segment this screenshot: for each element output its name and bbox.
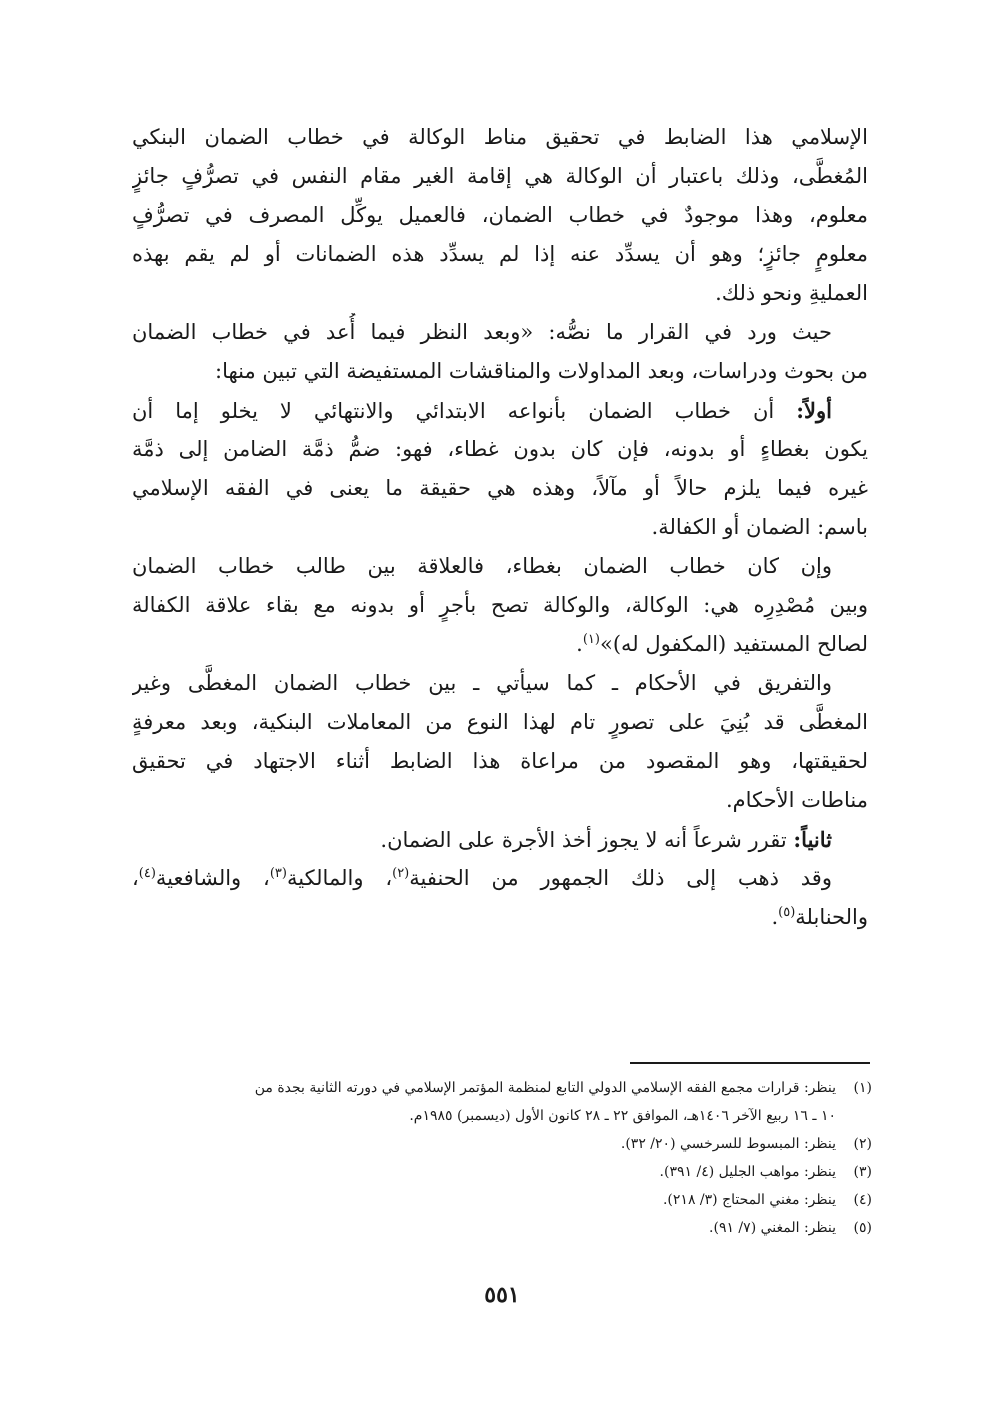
body-line: والتفريق في الأحكام ـ كما سيأتي ـ بين خطاب الضمان المغطَّى وغير [132,671,832,695]
body-line-text: ، والشافعية [155,866,270,890]
body-text [132,118,868,937]
period: . [771,905,779,929]
body-line-text: والحنابلة [795,905,868,929]
page-number: ٥٥١ [484,1282,520,1308]
footnote-text: ينظر: مغني المحتاج (٣/ ٢١٨). [662,1192,836,1208]
footnote-number: (٤) [853,1192,872,1208]
body-line: حيث ورد في القرار ما نصُّه: «وبعد النظر فيما أُعد في خطاب الضمان [132,320,832,344]
footnote [132,1158,872,1186]
period: . [576,632,583,656]
body-line [132,859,868,898]
point-label-second: ثانياً: [793,827,832,852]
footnote [132,1214,872,1242]
body-line: المُغطَّى، وذلك باعتبار أن الوكالة هي إقامة الغير مقام النفس في تصرُّفٍ جائزٍ [132,164,868,188]
body-line: الإسلامي هذا الضابط في تحقيق مناط الوكالة في خطاب الضمان البنكي [132,125,868,149]
footnotes [132,1074,872,1242]
footnote-ref[interactable]: (١) [582,632,600,647]
footnote [132,1074,872,1102]
footnote-separator [630,1062,870,1064]
footnote-number: (٥) [853,1220,872,1236]
footnote-text: ينظر: المبسوط للسرخسي (٢٠/ ٣٢). [620,1136,836,1152]
footnote-ref[interactable]: (٤) [138,866,156,881]
footnote-text: ينظر: مواهب الجليل (٤/ ٣٩١). [659,1164,836,1180]
footnote-number: (٢) [853,1136,872,1152]
body-line: لحقيقتها، وهو المقصود من مراعاة هذا الضابط أثناء الاجتهاد في تحقيق [132,749,868,773]
body-line-text: تقرر شرعاً أنه لا يجوز أخذ الأجرة على الضمان. [380,828,787,852]
footnote [132,1102,872,1130]
footnote-text: ١٠ ـ ١٦ ربيع الآخر ١٤٠٦هـ، الموافق ٢٢ ـ ٢٨ كانون الأول (ديسمبر) ١٩٨٥م. [409,1108,836,1124]
body-line: غيره فيما يلزم حالاً أو مآلاً، وهذه هي حقيقة ما يعنى في الفقه الإسلامي [132,476,868,500]
footnote-number: (٣) [853,1164,872,1180]
body-line-text: ، والمالكية [286,866,393,890]
body-line: وإن كان خطاب الضمان بغطاء، فالعلاقة بين طالب خطاب الضمان [132,554,832,578]
footnote-text: ينظر: قرارات مجمع الفقه الإسلامي الدولي التابع لمنظمة المؤتمر الإسلامي في دورته الثانية بجدة من [254,1080,836,1096]
point-label-first: أولاً: [796,398,832,423]
footnote-ref[interactable]: (٥) [778,905,796,920]
footnote-number: (١) [853,1080,872,1096]
footnote [132,1186,872,1214]
comma: ، [132,866,139,890]
footnote-ref[interactable]: (٢) [392,866,410,881]
body-line-text: أن خطاب الضمان بأنواعه الابتدائي والانتهائي لا يخلو إما أن [132,399,775,423]
body-line: معلوم، وهذا موجودٌ في خطاب الضمان، فالعميل يوكِّل المصرف في تصرُّفٍ [132,203,868,227]
body-line: المغطَّى قد بُنِيَ على تصورٍ تام لهذا النوع من المعاملات البنكية، وبعد معرفةٍ [132,710,868,734]
body-line [132,391,868,430]
body-line: من بحوث ودراسات، وبعد المداولات والمناقشات المستفيضة التي تبين منها: [215,359,868,383]
body-line: وبين مُصْدِرِه هي: الوكالة، والوكالة تصح بأجرٍ أو بدونه مع بقاء علاقة الكفالة [132,593,868,617]
body-line-text: وقد ذهب إلى ذلك الجمهور من الحنفية [409,866,832,890]
footnote-text: ينظر: المغني (٧/ ٩١). [709,1220,836,1236]
footnote [132,1130,872,1158]
footnote-ref[interactable]: (٣) [269,866,287,881]
body-line: يكون بغطاءٍ أو بدونه، فإن كان بدون غطاء، فهو: ضمُّ ذمَّة الضامن إلى ذمَّة [132,437,868,461]
body-line: معلومٍ جائزٍ؛ وهو أن يسدِّد عنه إذا لم يسدِّد هذه الضمانات أو لم يقم بهذه [132,242,868,266]
body-line: العمليةِ ونحو ذلك. [715,281,868,305]
body-line [132,898,868,937]
body-line [132,625,868,664]
body-line: مناطات الأحكام. [725,788,868,812]
body-line [132,820,868,859]
body-line: باسم: الضمان أو الكفالة. [651,515,868,539]
body-line-text: لصالح المستفيد (المكفول له)» [599,632,868,656]
